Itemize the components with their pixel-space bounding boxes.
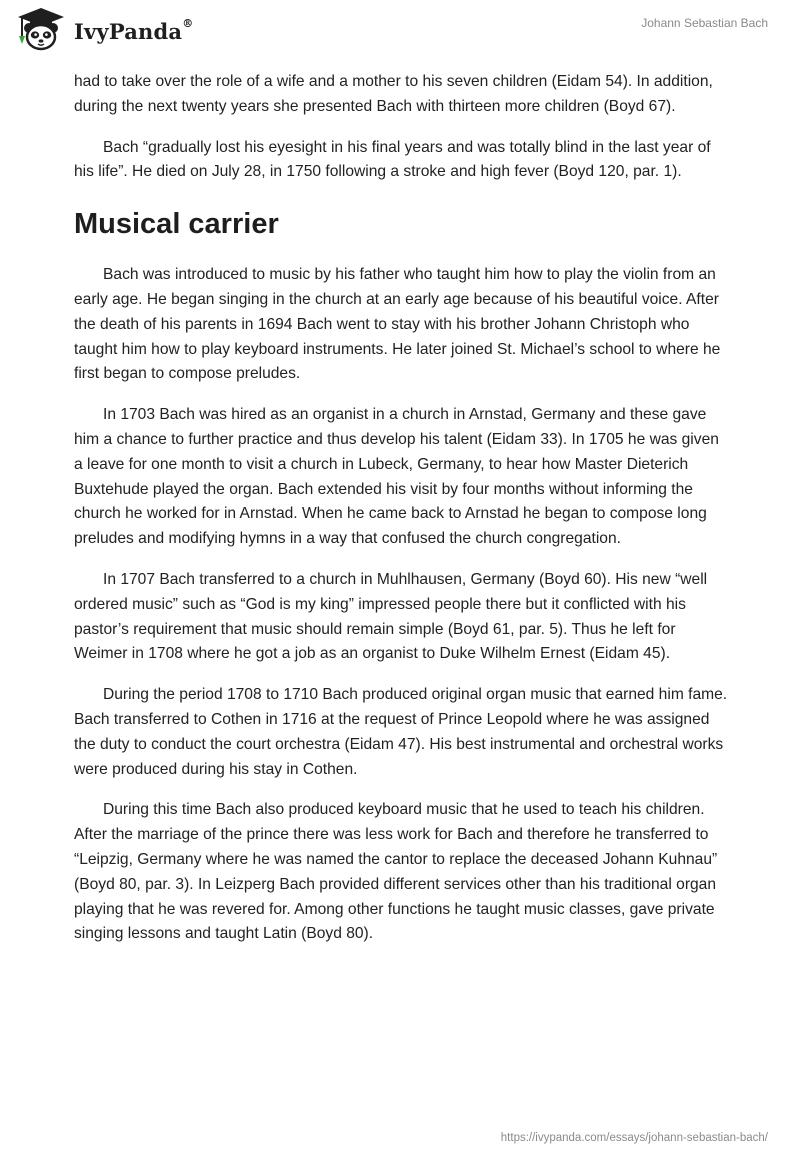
paragraph: During this time Bach also produced keyboard music that he used to teach his children. After the marriage of the prince there was less work for Bach and therefore he transferred to “Leipzig, Germany where he was named the cantor to replace the deceased Johann Kuhnau” (Boyd 80, par. 3). In Leizperg Bach provided different services other than his traditional organ playing that he was revered for. Among other functions he taught music classes, gave private singing lessons and taught Latin (Boyd 80).: [74, 801, 718, 943]
paragraph: In 1703 Bach was hired as an organist in a church in Arnstad, Germany and these gave him a chance to further practice and thus develop his talent (Eidam 33). In 1705 he was given a leave for one month to visit a church in Lubeck, Germany, to hear how Master Dieterich Buxtehude played the organ. Bach extended his visit by four months without informing the church he worked for in Arnstad. When he came back to Arnstad he began to compose long preludes and modifying hymns in a way that confused the church congregation.: [74, 406, 719, 548]
document-title: Johann Sebastian Bach: [641, 16, 768, 30]
panda-graduate-icon: [14, 6, 68, 57]
paragraph: Bach was introduced to music by his father who taught him how to play the violin from an early age. He began singing in the church at an early age because of his beautiful voice. After the death of his parents in 1694 Bach went to stay with his brother Johann Christoph who taught him how to play keyboard instruments. He later joined St. Michael’s school to where he first began to compose preludes.: [74, 266, 721, 383]
paragraph: In 1707 Bach transferred to a church in Muhlhausen, Germany (Boyd 60). His new “well ordered music” such as “God is my king” impressed people there but it conflicted with his pastor’s requirement that music should remain simple (Boyd 61, par. 5). Thus he left for Weimer in 1708 where he got a job as an organist to Duke Wilhelm Ernest (Eidam 45).: [74, 570, 708, 663]
section-heading: Musical carrier: [74, 208, 279, 241]
paragraph: had to take over the role of a wife and a mother to his seven children (Eidam 54). In addition, during the next twenty years she presented Bach with thirteen more children (Boyd 67).: [74, 73, 713, 115]
logo-wordmark: IvyPanda®: [74, 17, 194, 44]
ivypanda-logo[interactable]: [14, 6, 193, 57]
source-url[interactable]: https://ivypanda.com/essays/johann-sebastian-bach/: [500, 1132, 768, 1144]
page-header: [0, 0, 800, 70]
paragraph: During the period 1708 to 1710 Bach produced original organ music that earned him fame. Bach transferred to Cothen in 1716 at the request of Prince Leopold where he was assigned the duty to conduct the court orchestra (Eidam 47). His best instrumental and orchestral works were produced during his stay in Cothen.: [74, 686, 728, 778]
essay-content: [74, 70, 730, 963]
paragraph: Bach “gradually lost his eyesight in his final years and was totally blind in the last year of his life”. He died on July 28, in 1750 following a stroke and high fever (Boyd 120, par. 1).: [74, 138, 711, 181]
